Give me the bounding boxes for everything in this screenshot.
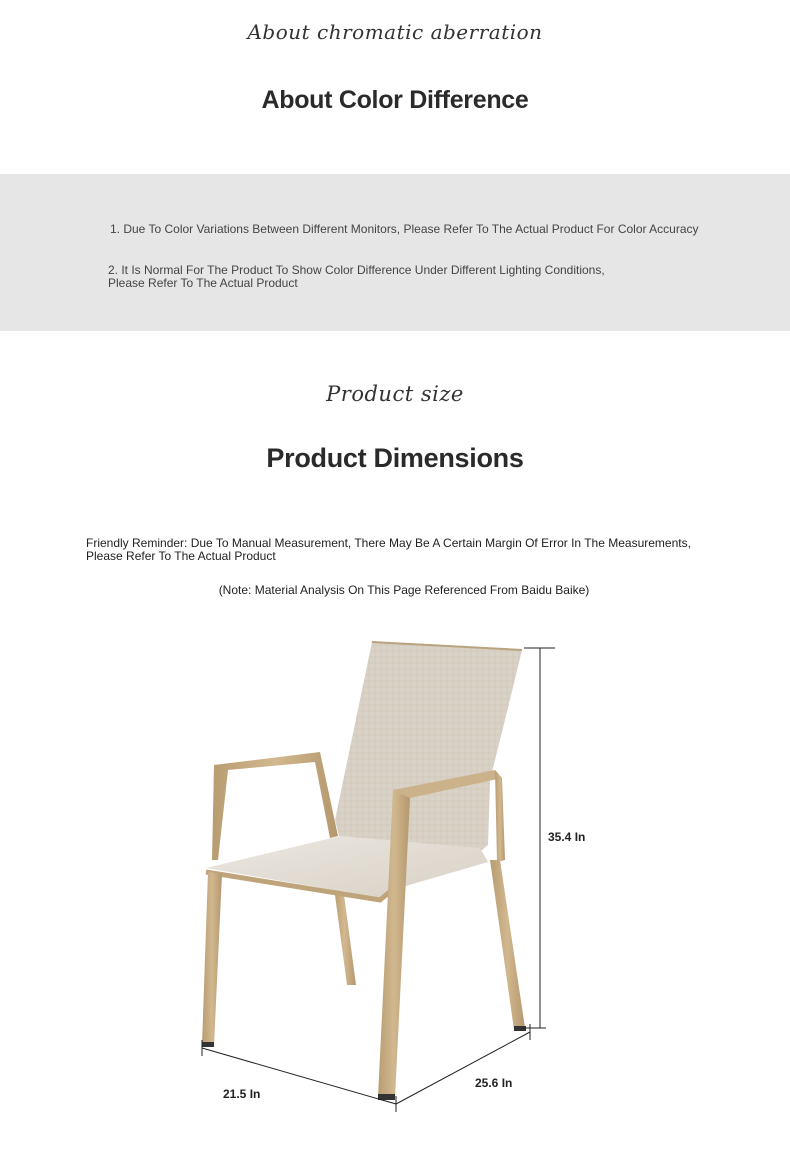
color-note-2: 2. It Is Normal For The Product To Show Color Difference Under Different Lighting Conditions, [108,263,605,277]
color-note-1: 1. Due To Color Variations Between Different Monitors, Please Refer To The Actual Product For Color Accuracy [110,222,699,236]
height-dimension-label: 35.4 In [548,830,586,844]
seat-sling [206,836,488,898]
width-dimension-label: 21.5 In [223,1087,261,1101]
product-dimensions-title: Product Dimensions [266,443,524,473]
rear-right-leg [490,860,525,1030]
width-dimension-line [202,1040,396,1112]
measurement-reminder-line-1: Friendly Reminder: Due To Manual Measurement, There May Be A Certain Margin Of Error In The Measurements, [86,536,691,550]
backrest-sling [335,642,522,860]
depth-dimension-label: 25.6 In [475,1076,513,1090]
source-note: (Note: Material Analysis On This Page Referenced From Baidu Baike) [218,583,590,597]
script-title-chromatic: About chromatic aberration [247,20,543,44]
measurement-reminder-line-2: Please Refer To The Actual Product [86,549,276,563]
depth-dimension-line [396,1024,530,1104]
color-difference-title: About Color Difference [261,86,529,114]
front-left-leg [202,872,222,1045]
script-title-product-size: Product size [326,382,464,406]
color-note-2-continued: Please Refer To The Actual Product [108,276,298,290]
